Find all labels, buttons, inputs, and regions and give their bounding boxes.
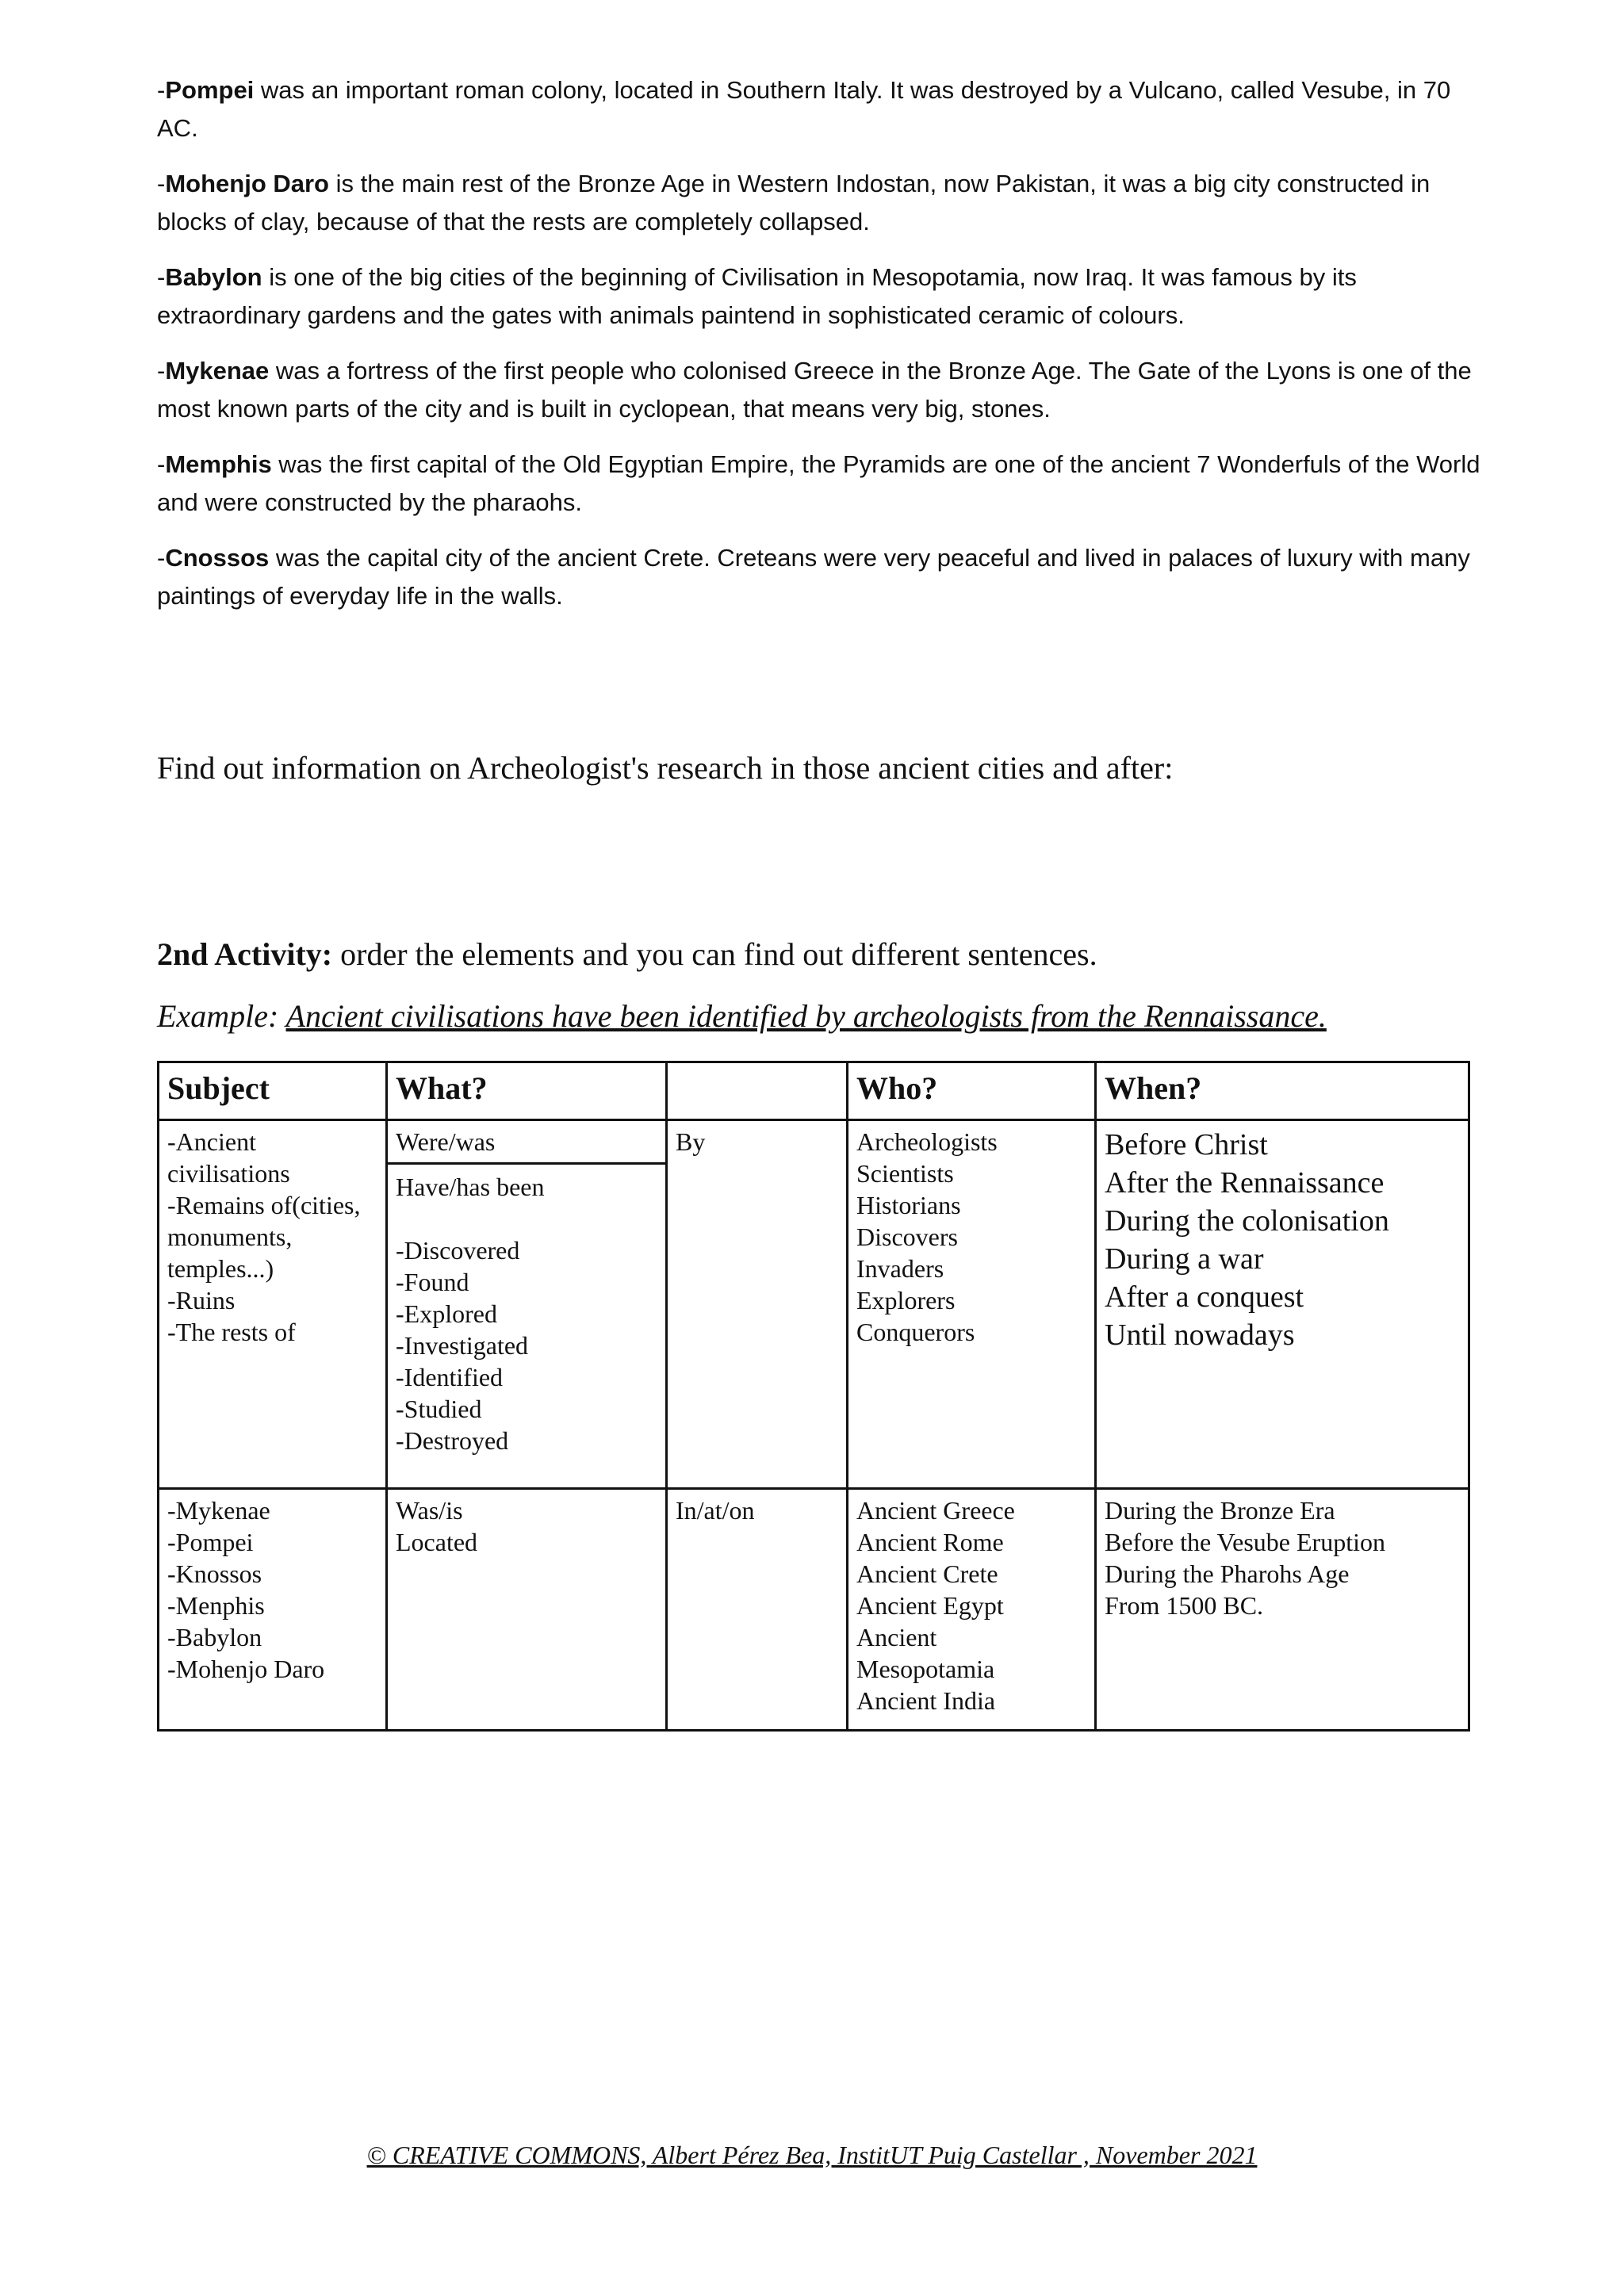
- table-row: [159, 1489, 1469, 1731]
- subject-cell: [159, 1120, 387, 1489]
- list-item: -Found: [396, 1268, 469, 1296]
- city-paragraph-babylon: -Babylon is one of the big cities of the beginning of Civilisation in Mesopotamia, now Iraq. It was famous by its extraordinary gardens and the gates with animals paintend in sophisticated ceramic of colours.: [157, 263, 1357, 329]
- connector-cell: [667, 1489, 848, 1731]
- subject-cell: [159, 1489, 387, 1731]
- list-item: During the Bronze Era: [1105, 1496, 1335, 1525]
- activity-text: order the elements and you can find out different sentences.: [332, 936, 1097, 972]
- city-paragraph-mykenae: -Mykenae was a fortress of the first people who colonised Greece in the Bronze Age. The Gate of the Lyons is one of the most known parts of the city and is built in cyclopean, that means very big, stones.: [157, 357, 1472, 423]
- what-cell: [387, 1489, 667, 1731]
- city-name: Pompei: [165, 76, 255, 104]
- list-item: -Remains of(cities,: [167, 1191, 361, 1219]
- table-header-row: [159, 1062, 1469, 1120]
- activity-heading: [157, 936, 1097, 973]
- list-item: -Studied: [396, 1395, 482, 1423]
- list-item: Invaders: [856, 1254, 944, 1283]
- list-item: -Identified: [396, 1363, 504, 1391]
- list-item: -Destroyed: [396, 1426, 509, 1455]
- list-item: -Explored: [396, 1299, 497, 1328]
- list-item: civilisations: [167, 1159, 290, 1188]
- example-sentence: [157, 997, 1327, 1035]
- list-item: Mesopotamia: [856, 1655, 995, 1683]
- city-paragraph-pompei: -Pompei was an important roman colony, located in Southern Italy. It was destroyed by a Vulcano, called Vesube, in 70 AC.: [157, 76, 1451, 142]
- header-connector: [667, 1062, 848, 1120]
- list-item: Ancient Egypt: [856, 1591, 1004, 1620]
- who-cell: [848, 1120, 1096, 1489]
- spacer: [396, 1203, 657, 1234]
- city-name: Mykenae: [165, 357, 270, 385]
- list-item: During the colonisation: [1105, 1204, 1389, 1238]
- city-name: Mohenjo Daro: [165, 170, 329, 197]
- list-item: Until nowadays: [1105, 1318, 1295, 1352]
- list-item: -Investigated: [396, 1331, 529, 1360]
- example-text: Ancient civilisations have been identified by archeologists from the Rennaissance.: [285, 998, 1327, 1034]
- list-item: -Ancient: [167, 1127, 256, 1156]
- list-item: -The rests of: [167, 1318, 296, 1346]
- city-name: Cnossos: [165, 544, 270, 572]
- list-item: Were/was: [388, 1126, 665, 1165]
- list-item: Located: [396, 1528, 478, 1556]
- city-text: was a fortress of the first people who colonised Greece in the Bronze Age. The Gate of the Lyons is one of the most known parts of the city and is built in cyclopean, that means very big, stones.: [157, 357, 1472, 423]
- list-item: After a conquest: [1105, 1280, 1304, 1314]
- footer-credit: © CREATIVE COMMONS, Albert Pérez Bea, InstitUT Puig Castellar , November 2021: [366, 2141, 1258, 2169]
- list-item: Was/is: [396, 1496, 463, 1525]
- list-item: Ancient India: [856, 1686, 996, 1715]
- table-row: [159, 1120, 1469, 1489]
- list-item: Ancient Greece: [856, 1496, 1015, 1525]
- sentence-builder-table: [157, 1061, 1470, 1732]
- list-item: -Ruins: [167, 1286, 236, 1314]
- header-when: When?: [1096, 1062, 1469, 1120]
- list-item: Explorers: [856, 1286, 956, 1314]
- list-item: -Discovered: [396, 1236, 520, 1265]
- city-paragraph-cnossos: -Cnossos was the capital city of the ancient Crete. Creteans were very peaceful and lived in palaces of luxury with many paintings of everyday life in the walls.: [157, 544, 1470, 610]
- city-name: Babylon: [165, 263, 262, 291]
- city-paragraph-mohenjo-daro: -Mohenjo Daro is the main rest of the Bronze Age in Western Indostan, now Pakistan, it was a big city constructed in blocks of clay, because of that the rests are completely collapsed.: [157, 170, 1431, 235]
- list-item: Before the Vesube Eruption: [1105, 1528, 1385, 1556]
- activity-label: 2nd Activity:: [157, 936, 333, 972]
- list-item: Conquerors: [856, 1318, 975, 1346]
- list-item: -Mohenjo Daro: [167, 1655, 325, 1683]
- list-item: Before Christ: [1105, 1128, 1268, 1161]
- list-item: Discovers: [856, 1223, 958, 1251]
- example-label: Example:: [157, 998, 286, 1034]
- when-cell: [1096, 1120, 1469, 1489]
- list-item: -Menphis: [167, 1591, 265, 1620]
- city-paragraph-memphis: -Memphis was the first capital of the Old Egyptian Empire, the Pyramids are one of the ancient 7 Wonderfuls of the World and were constructed by the pharaohs.: [157, 450, 1480, 516]
- when-cell: [1096, 1489, 1469, 1731]
- who-cell: [848, 1489, 1096, 1731]
- list-item: Ancient: [856, 1623, 937, 1651]
- list-item: -Babylon: [167, 1623, 262, 1651]
- city-text: is the main rest of the Bronze Age in Western Indostan, now Pakistan, it was a big city constructed in blocks of clay, because of that the rests are completely collapsed.: [157, 170, 1431, 235]
- what-cell: [387, 1120, 667, 1489]
- header-subject: Subject: [159, 1062, 387, 1120]
- list-item: Historians: [856, 1191, 961, 1219]
- header-who: Who?: [848, 1062, 1096, 1120]
- list-item: During a war: [1105, 1242, 1264, 1276]
- list-item: By: [676, 1127, 706, 1156]
- list-item: -Pompei: [167, 1528, 254, 1556]
- list-item: Have/has been: [396, 1173, 545, 1201]
- city-text: was an important roman colony, located in Southern Italy. It was destroyed by a Vulcano, called Vesube, in 70 AC.: [157, 76, 1451, 142]
- list-item: -Knossos: [167, 1559, 262, 1588]
- list-item: Ancient Rome: [856, 1528, 1004, 1556]
- list-item: Archeologists: [856, 1127, 998, 1156]
- instruction-text: Find out information on Archeologist's research in those ancient cities and after:: [157, 750, 1174, 786]
- list-item: During the Pharohs Age: [1105, 1559, 1350, 1588]
- list-item: monuments,: [167, 1223, 293, 1251]
- list-item: Ancient Crete: [856, 1559, 998, 1588]
- city-text: is one of the big cities of the beginning of Civilisation in Mesopotamia, now Iraq. It was famous by its extraordinary gardens and the gates with animals paintend in sophisticated ceramic of colours.: [157, 263, 1357, 329]
- list-item: temples...): [167, 1254, 274, 1283]
- list-item: Scientists: [856, 1159, 954, 1188]
- list-item: After the Rennaissance: [1105, 1166, 1385, 1200]
- header-what: What?: [387, 1062, 667, 1120]
- city-descriptions: [157, 71, 1489, 633]
- list-item: In/at/on: [676, 1496, 755, 1525]
- city-text: was the first capital of the Old Egyptian Empire, the Pyramids are one of the ancient 7 Wonderfuls of the World and were constructed by the pharaohs.: [157, 450, 1480, 516]
- list-item: From 1500 BC.: [1105, 1591, 1264, 1620]
- connector-cell: [667, 1120, 848, 1489]
- city-text: was the capital city of the ancient Crete. Creteans were very peaceful and lived in palaces of luxury with many paintings of everyday life in the walls.: [157, 544, 1470, 610]
- city-name: Memphis: [165, 450, 272, 478]
- list-item: -Mykenae: [167, 1496, 270, 1525]
